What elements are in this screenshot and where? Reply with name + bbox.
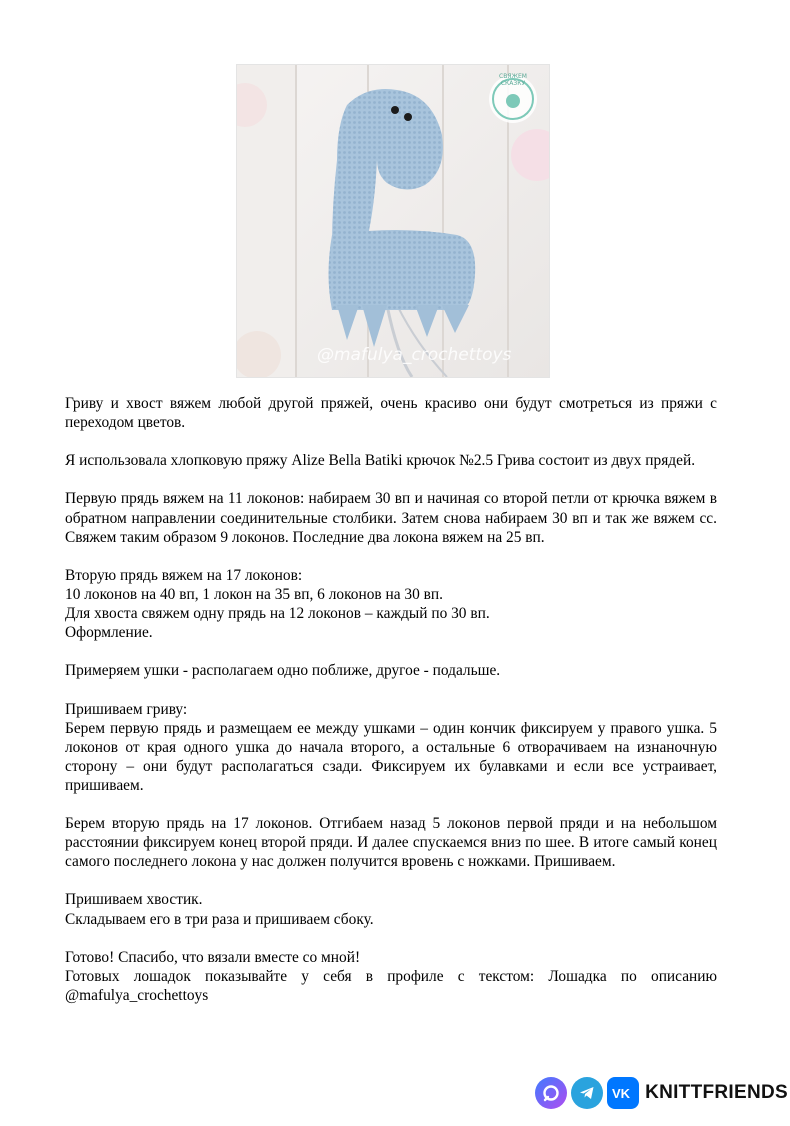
- paragraph-line: Пришиваем гриву:: [65, 700, 188, 718]
- paragraph-line: Первую прядь вяжем на 11 локонов: набираем 30 вп и начиная со второй петли от крючка вяжем в обратном направлении соединительные столбики. Затем снова набираем 30 вп и так же вяжем сс. Свяжем таким образом 9 локонов. Последние два локона вяжем на 25 вп.: [65, 490, 717, 546]
- paragraph: [65, 948, 717, 1005]
- paragraph-line: Берем первую прядь и размещаем ее между ушками – один кончик фиксируем у правого ушка. 5 локонов от края одного ушка до начала второго, а остальные 6 отворачиваем на изнаночную сторону – они будут располагаться сзади. Фиксируем их булавками и если все устраивает, пришиваем.: [65, 719, 717, 794]
- crochet-horse-illustration: [237, 65, 549, 377]
- paragraph-line: Примеряем ушки - располагаем одно поближе, другое - подальше.: [65, 662, 501, 680]
- paragraph-line: Готовых лошадок показывайте у себя в профиле с текстом: Лошадка по описанию @mafulya_crochettoys: [65, 967, 717, 1004]
- paragraph: [65, 489, 717, 546]
- brand-name: KNITTFRIENDS: [645, 1082, 788, 1103]
- paragraph-line: Гриву и хвост вяжем любой другой пряжей, очень красиво они будут смотреться из пряжи с переходом цветов.: [65, 395, 717, 432]
- telegram-icon[interactable]: [571, 1077, 603, 1109]
- photo-watermark: @mafulya_crochettoys: [317, 345, 512, 365]
- paragraph: [65, 661, 717, 680]
- paragraph-line: 10 локонов на 40 вп, 1 локон на 35 вп, 6 локонов на 30 вп.: [65, 585, 444, 603]
- paragraph-line: Для хвоста свяжем одну прядь на 12 локонов – каждый по 30 вп.: [65, 605, 490, 623]
- paragraph: [65, 814, 717, 871]
- paragraph: [65, 451, 717, 470]
- paragraph: [65, 394, 717, 432]
- paragraph-line: Складываем его в три раза и пришиваем сбоку.: [65, 910, 374, 928]
- paragraph-line: Пришиваем хвостик.: [65, 891, 203, 909]
- toy-photo: [236, 64, 550, 378]
- paragraph: [65, 890, 717, 928]
- paragraph-line: Оформление.: [65, 624, 153, 642]
- article-body: [65, 394, 717, 1005]
- photo-logo-text: СВЯЖЕМ СКАЗКУ: [499, 73, 527, 87]
- max-icon[interactable]: [535, 1077, 567, 1109]
- svg-text:VK: VK: [612, 1086, 631, 1100]
- paragraph-line: Я использовала хлопковую пряжу Alize Bella Batiki крючок №2.5 Грива состоит из двух прядей.: [65, 452, 696, 470]
- vk-icon[interactable]: [607, 1077, 639, 1109]
- footer-brand-bar: [535, 1076, 788, 1110]
- paragraph-line: Готово! Спасибо, что вязали вместе со мной!: [65, 948, 361, 966]
- paragraph: [65, 566, 717, 642]
- paragraph-line: Берем вторую прядь на 17 локонов. Отгибаем назад 5 локонов первой пряди и на небольшом расстоянии фиксируем конец второй пряди. И далее спускаемся вниз по шее. В итоге самый конец самого последнего локона у нас должен получится вровень с ножками. Пришиваем.: [65, 815, 717, 871]
- paragraph: [65, 700, 717, 795]
- paragraph-line: Вторую прядь вяжем на 17 локонов:: [65, 566, 303, 584]
